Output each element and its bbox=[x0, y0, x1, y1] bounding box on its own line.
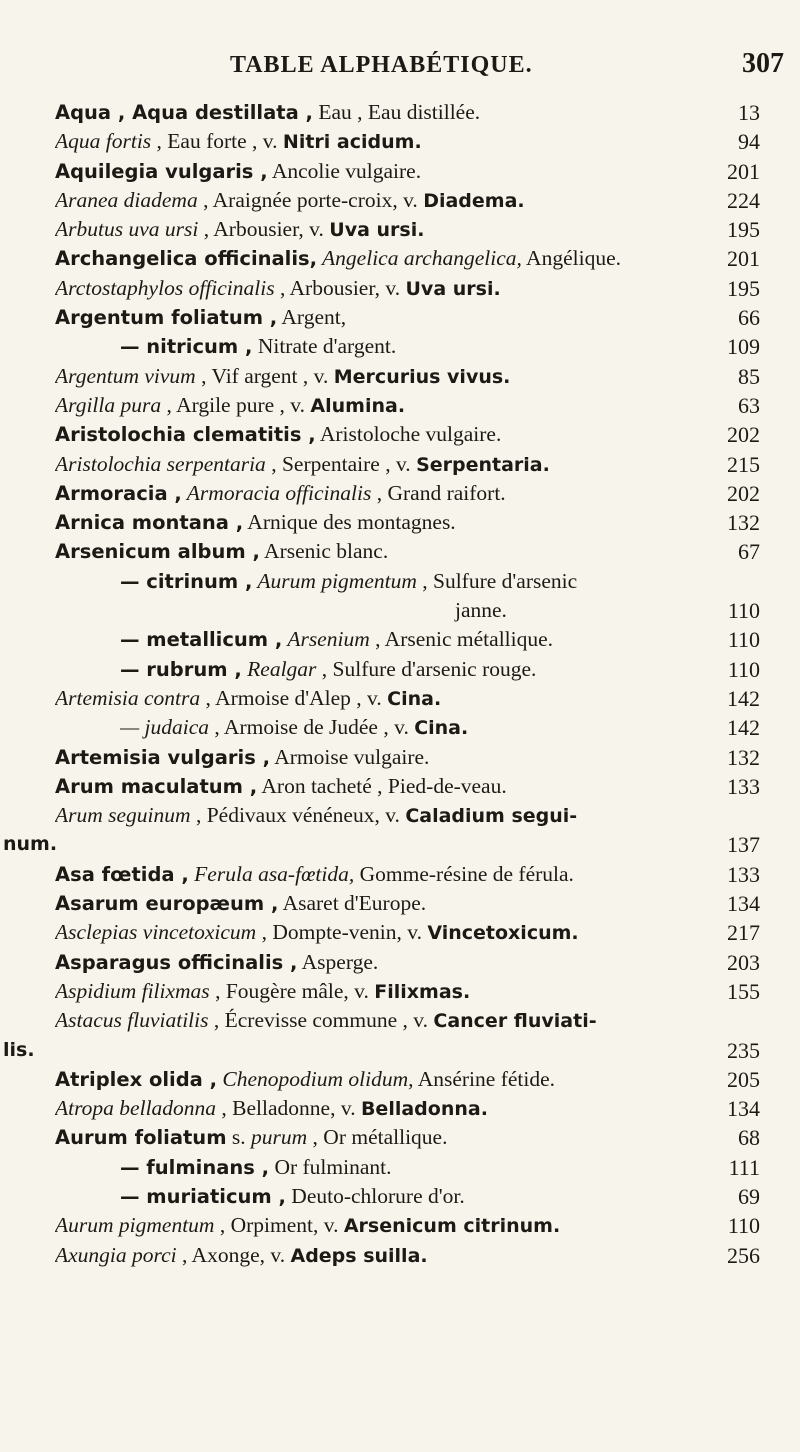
index-entry bbox=[0, 362, 800, 391]
index-entry bbox=[0, 918, 800, 947]
entry-cross-reference: Serpentaria. bbox=[416, 453, 550, 476]
entry-french-name: , Argile pure , v. bbox=[161, 392, 311, 417]
entry-text bbox=[55, 303, 712, 332]
entry-french-name: Ansérine fétide. bbox=[413, 1066, 556, 1091]
index-entry bbox=[0, 244, 800, 273]
index-entry bbox=[0, 977, 800, 1006]
entry-continuation: janne. bbox=[455, 598, 507, 623]
index-entry bbox=[0, 889, 800, 918]
entry-text bbox=[55, 274, 712, 304]
entry-headword: Archangelica officinalis, bbox=[55, 247, 318, 271]
entry-text bbox=[55, 98, 712, 127]
entry-synonym: Angelica archangelica, bbox=[317, 246, 522, 271]
entry-latin-name: Asclepias vincetoxicum bbox=[55, 920, 257, 945]
entry-text bbox=[55, 537, 712, 566]
page-header bbox=[0, 48, 800, 92]
entry-headword: Aristolochia clematitis , bbox=[55, 423, 316, 447]
entry-page-number: 155 bbox=[727, 978, 760, 1004]
entry-french-name: , Arbousier, v. bbox=[274, 275, 406, 300]
entry-page-number: 94 bbox=[738, 129, 760, 155]
entry-text bbox=[55, 772, 712, 801]
index-entry bbox=[0, 948, 800, 977]
entry-headword: — rubrum , bbox=[120, 657, 242, 681]
entry-page-number: 133 bbox=[727, 861, 760, 887]
entry-text bbox=[55, 743, 712, 772]
index-entry bbox=[0, 684, 800, 713]
entry-text bbox=[55, 186, 712, 216]
entry-page-number: 63 bbox=[738, 392, 760, 418]
entry-headword: — citrinum , bbox=[120, 569, 253, 593]
entry-headword: Aqua , Aqua destillata , bbox=[55, 101, 313, 124]
index-entry bbox=[0, 303, 800, 332]
entry-page-number: 224 bbox=[727, 187, 760, 213]
entry-cross-reference: Nitri acidum. bbox=[282, 131, 422, 154]
entry-page-number: 134 bbox=[727, 1096, 760, 1122]
entry-text bbox=[55, 215, 712, 245]
index-entry bbox=[0, 420, 800, 449]
index-entry bbox=[0, 215, 800, 244]
index-entry bbox=[0, 1182, 800, 1211]
entry-french-name: , Sulfure d'arsenic rouge. bbox=[316, 656, 537, 681]
entry-french-name: Deuto-chlorure d'or. bbox=[285, 1183, 465, 1208]
entry-cross-reference: Cancer fluviati- bbox=[433, 1010, 597, 1033]
entry-page-number: 201 bbox=[727, 158, 760, 184]
index-entry bbox=[0, 1241, 800, 1270]
entry-headword: Asarum europæum , bbox=[55, 892, 279, 916]
index-entry bbox=[0, 1153, 800, 1182]
entry-text bbox=[55, 948, 712, 977]
entry-french-name: , Sulfure d'arsenic bbox=[416, 568, 578, 593]
entry-latin-name: Aurum pigmentum bbox=[55, 1213, 215, 1238]
entry-french-name: Eau , Eau distillée. bbox=[312, 100, 481, 124]
entry-headword: Aquilegia vulgaris , bbox=[55, 159, 268, 183]
entry-text bbox=[55, 450, 712, 480]
entry-french-name: , Eau forte , v. bbox=[151, 129, 283, 154]
entry-text bbox=[55, 479, 712, 508]
entry-french-name: Aron tacheté , Pied-de-veau. bbox=[257, 773, 507, 798]
page-title: TABLE ALPHABÉTIQUE. bbox=[230, 52, 533, 78]
entry-headword: Aurum foliatum bbox=[55, 1126, 227, 1150]
entry-text bbox=[55, 1211, 712, 1241]
entry-cross-reference: Adeps suilla. bbox=[290, 1244, 428, 1267]
entry-latin-name: Arbutus uva ursi bbox=[55, 217, 199, 242]
index-entry bbox=[0, 1211, 800, 1240]
entry-page-number: 66 bbox=[738, 305, 760, 331]
entry-latin-name: Astacus fluviatilis bbox=[55, 1008, 209, 1033]
entry-text bbox=[55, 977, 712, 1007]
index-entry bbox=[0, 508, 800, 537]
entry-french-name: , Armoise de Judée , v. bbox=[208, 715, 415, 740]
entry-page-number: 134 bbox=[727, 891, 760, 917]
entry-page-number: 137 bbox=[727, 832, 760, 858]
index-entry bbox=[0, 625, 800, 654]
entry-latin-name: Artemisia contra bbox=[55, 685, 201, 710]
entry-latin-name: Aspidium filixmas bbox=[55, 978, 210, 1003]
entry-text bbox=[120, 567, 712, 596]
index-entry bbox=[0, 1123, 800, 1152]
entry-cross-reference: Uva ursi. bbox=[329, 219, 425, 242]
entry-synonym: Aurum pigmentum bbox=[252, 568, 417, 593]
entry-cross-reference: Mercurius vivus. bbox=[333, 365, 511, 388]
entry-text bbox=[55, 1006, 712, 1036]
index-entry bbox=[0, 157, 800, 186]
entry-headword: Atriplex olida , bbox=[55, 1067, 218, 1091]
entry-page-number: 205 bbox=[727, 1066, 760, 1092]
entry-page-number: 132 bbox=[727, 744, 760, 770]
entry-synonym: Realgar bbox=[241, 656, 317, 681]
entry-text bbox=[55, 508, 712, 537]
index-entry bbox=[0, 860, 800, 889]
entry-headword: Artemisia vulgaris , bbox=[55, 745, 270, 769]
entry-headword: — fulminans , bbox=[120, 1155, 270, 1179]
entry-french-name: s. bbox=[226, 1125, 252, 1150]
entry-french-name: Nitrate d'argent. bbox=[252, 334, 397, 359]
entry-text bbox=[55, 244, 712, 273]
entry-page-number: 110 bbox=[727, 627, 760, 653]
entry-french-name: , Axonge, v. bbox=[176, 1242, 291, 1267]
entry-text bbox=[120, 625, 712, 654]
entry-french-name: , Dompte-venin, v. bbox=[256, 920, 428, 945]
entry-page-number: 195 bbox=[727, 217, 760, 243]
entry-latin-name: Argentum vivum bbox=[55, 363, 196, 388]
entry-french-name: Arnique des montagnes. bbox=[243, 510, 456, 535]
entry-page-number: 110 bbox=[727, 1213, 760, 1239]
entry-page-number: 142 bbox=[727, 685, 760, 711]
entry-french-name: Angélique. bbox=[521, 246, 621, 271]
entry-text bbox=[55, 157, 712, 186]
index-entry bbox=[0, 450, 800, 479]
entry-page-number: 203 bbox=[727, 949, 760, 975]
entry-text bbox=[55, 889, 712, 918]
entry-headword: Argentum foliatum , bbox=[55, 306, 278, 330]
entry-cross-reference: Alumina. bbox=[310, 394, 406, 417]
entry-french-name: , Serpentaire , v. bbox=[265, 451, 417, 476]
entry-page-number: 202 bbox=[727, 480, 760, 506]
entry-text bbox=[55, 684, 712, 714]
entry-french-name: , Vif argent , v. bbox=[195, 363, 334, 388]
entry-continuation: lis. bbox=[3, 1038, 35, 1061]
index-entry bbox=[0, 537, 800, 566]
entry-french-name: , Armoise d'Alep , v. bbox=[200, 685, 388, 710]
entry-page-number: 111 bbox=[728, 1154, 760, 1180]
index-entry bbox=[0, 391, 800, 420]
entry-cross-reference: Cina. bbox=[387, 687, 442, 710]
entry-headword: Asa fœtida , bbox=[55, 862, 189, 886]
entry-page-number: 13 bbox=[738, 100, 760, 125]
index-entry bbox=[0, 332, 800, 361]
entry-text bbox=[55, 1123, 712, 1152]
entry-text bbox=[120, 1153, 712, 1182]
entry-french-name: , Belladonne, v. bbox=[216, 1096, 361, 1121]
entry-continuation: num. bbox=[3, 833, 58, 856]
entry-cross-reference: Filixmas. bbox=[374, 980, 471, 1003]
entry-latin-name: Aranea diadema bbox=[55, 187, 198, 212]
entry-synonym: Chenopodium olidum, bbox=[217, 1066, 414, 1091]
entry-page-number: 109 bbox=[727, 334, 760, 360]
entry-french-name: Asaret d'Europe. bbox=[278, 891, 427, 916]
entry-latin-name: Aristolochia serpentaria bbox=[55, 451, 266, 476]
entry-latin-name: Atropa belladonna bbox=[55, 1096, 217, 1121]
entry-text bbox=[120, 1182, 712, 1211]
entry-page-number: 67 bbox=[738, 539, 760, 565]
entry-synonym: Armoracia officinalis bbox=[181, 480, 372, 505]
entry-french-name: Gomme-résine de férula. bbox=[354, 861, 574, 886]
entry-cross-reference: Caladium segui- bbox=[405, 805, 578, 828]
index-entry bbox=[0, 1065, 800, 1094]
entry-french-name: Arsenic blanc. bbox=[259, 539, 389, 564]
entry-french-name: Armoise vulgaire. bbox=[270, 744, 430, 769]
entry-page-number: 133 bbox=[727, 773, 760, 799]
entry-headword: — muriaticum , bbox=[120, 1184, 286, 1208]
entry-cross-reference: Arsenicum citrinum. bbox=[343, 1215, 561, 1238]
entry-french-name: , Écrevisse commune , v. bbox=[208, 1008, 434, 1033]
index-entry bbox=[0, 801, 800, 860]
entry-latin-name: Arum seguinum bbox=[55, 803, 191, 828]
entry-page-number: 132 bbox=[727, 510, 760, 536]
entry-cross-reference: Belladonna. bbox=[360, 1098, 488, 1121]
entry-french-name: , Pédivaux vénéneux, v. bbox=[190, 803, 406, 828]
entry-cross-reference: Vincetoxicum. bbox=[427, 922, 579, 945]
index-entries bbox=[0, 98, 800, 1270]
entry-page-number: 195 bbox=[727, 275, 760, 301]
entry-page-number: 68 bbox=[738, 1125, 760, 1151]
entry-page-number: 69 bbox=[738, 1183, 760, 1209]
index-entry bbox=[0, 567, 800, 626]
entry-text bbox=[55, 801, 712, 831]
entry-text bbox=[55, 391, 712, 421]
entry-page-number: 235 bbox=[727, 1037, 760, 1063]
entry-cross-reference: Uva ursi. bbox=[405, 277, 501, 300]
entry-headword: Arum maculatum , bbox=[55, 774, 258, 798]
entry-french-name: Aristoloche vulgaire. bbox=[315, 422, 502, 447]
entry-headword: Armoracia , bbox=[55, 481, 182, 505]
index-entry bbox=[0, 274, 800, 303]
index-entry bbox=[0, 479, 800, 508]
entry-cross-reference: Cina. bbox=[414, 717, 469, 740]
entry-headword: — metallicum , bbox=[120, 628, 283, 652]
entry-text bbox=[120, 655, 712, 684]
entry-page-number: 142 bbox=[727, 715, 760, 741]
entry-page-number: 256 bbox=[727, 1242, 760, 1268]
index-entry bbox=[0, 127, 800, 156]
index-entry bbox=[0, 655, 800, 684]
entry-text bbox=[55, 1065, 712, 1094]
index-entry bbox=[0, 772, 800, 801]
entry-headword: — nitricum , bbox=[120, 335, 253, 359]
entry-text bbox=[55, 1241, 712, 1271]
entry-synonym: purum bbox=[251, 1125, 308, 1150]
index-entry bbox=[0, 98, 800, 127]
page-number: 307 bbox=[742, 48, 784, 79]
entry-text bbox=[120, 332, 712, 361]
entry-text bbox=[55, 918, 712, 948]
entry-page-number: 202 bbox=[727, 422, 760, 448]
index-entry bbox=[0, 713, 800, 742]
entry-french-name: , Orpiment, v. bbox=[214, 1213, 344, 1238]
index-entry bbox=[0, 1006, 800, 1065]
entry-french-name: Or fulminant. bbox=[269, 1154, 392, 1179]
entry-page-number: 217 bbox=[727, 920, 760, 946]
entry-headword: Arnica montana , bbox=[55, 511, 244, 535]
entry-latin-name: Aqua fortis bbox=[55, 129, 152, 154]
entry-text bbox=[55, 127, 712, 157]
entry-synonym: Ferula asa-fœtida, bbox=[188, 861, 355, 886]
entry-headword: Asparagus officinalis , bbox=[55, 950, 298, 974]
entry-text bbox=[55, 1094, 712, 1124]
entry-page-number: 110 bbox=[727, 598, 760, 624]
entry-page-number: 110 bbox=[727, 656, 760, 682]
index-entry bbox=[0, 743, 800, 772]
entry-text bbox=[55, 860, 712, 889]
entry-french-name: Ancolie vulgaire. bbox=[267, 158, 422, 183]
entry-text bbox=[55, 420, 712, 449]
entry-cross-reference: Diadema. bbox=[423, 189, 525, 212]
entry-french-name: , Or métallique. bbox=[307, 1125, 448, 1150]
index-entry bbox=[0, 1094, 800, 1123]
entry-french-name: Argent, bbox=[277, 305, 347, 330]
entry-page-number: 201 bbox=[727, 246, 760, 272]
entry-text bbox=[55, 362, 712, 392]
index-entry bbox=[0, 186, 800, 215]
entry-french-name: , Grand raifort. bbox=[371, 480, 506, 505]
entry-french-name: , Arsenic métallique. bbox=[369, 627, 554, 652]
entry-french-name: , Araignée porte-croix, v. bbox=[197, 187, 424, 212]
entry-text bbox=[120, 713, 712, 743]
entry-latin-name: Axungia porci bbox=[55, 1242, 177, 1267]
entry-french-name: Asperge. bbox=[297, 949, 379, 974]
entry-page-number: 85 bbox=[738, 363, 760, 389]
entry-french-name: , Fougère mâle, v. bbox=[209, 978, 375, 1003]
entry-latin-name: Argilla pura bbox=[55, 392, 162, 417]
entry-latin-name: Arctostaphylos officinalis bbox=[55, 275, 275, 300]
entry-synonym: Arsenium bbox=[282, 627, 370, 652]
entry-french-name: , Arbousier, v. bbox=[198, 217, 330, 242]
entry-latin-name: — judaica bbox=[120, 715, 209, 740]
entry-page-number: 215 bbox=[727, 451, 760, 477]
entry-headword: Arsenicum album , bbox=[55, 540, 260, 564]
